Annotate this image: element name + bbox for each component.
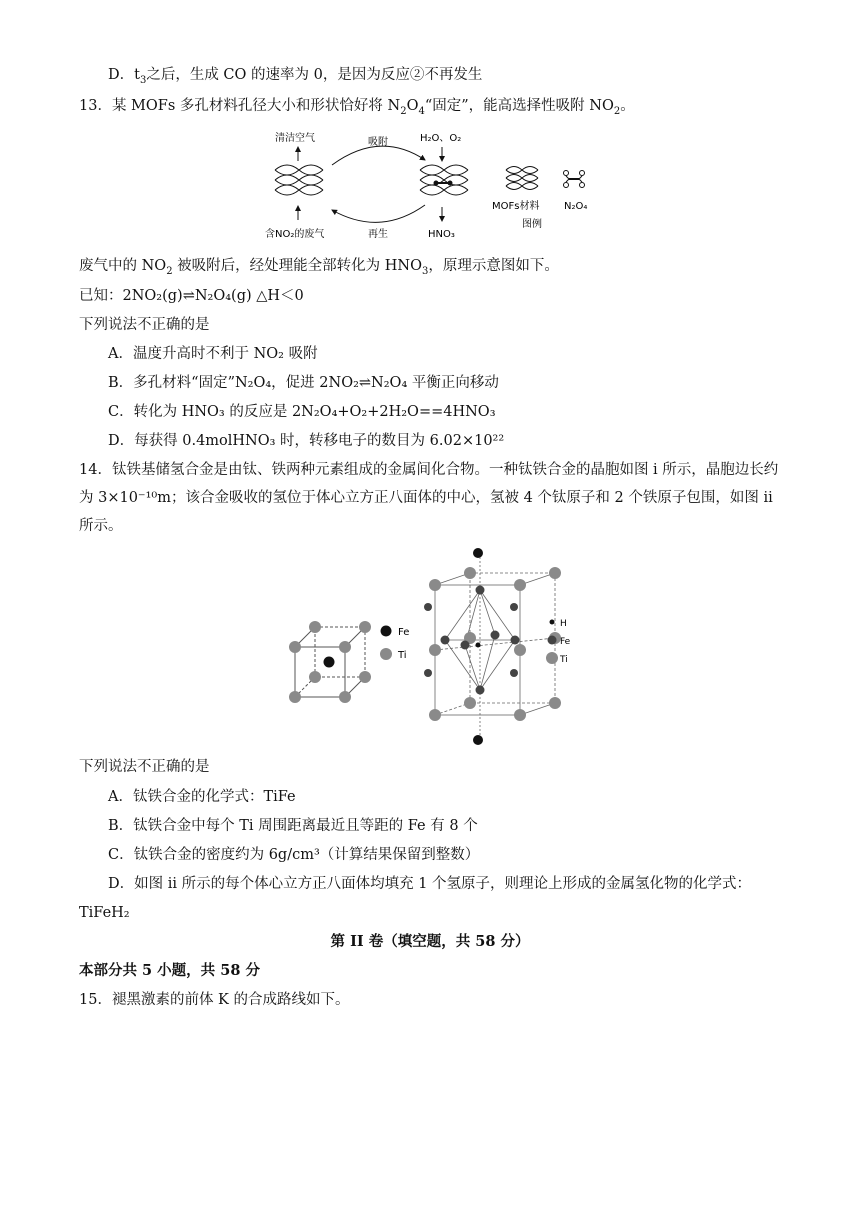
legend-h-dot — [550, 620, 555, 625]
legend-ti-label: Ti — [398, 650, 407, 661]
legend-fe2-label: Fe — [560, 637, 571, 647]
cell-i-fe-atom — [324, 657, 335, 668]
mof-adsorption-diagram — [260, 125, 600, 245]
legend-mof-icon — [506, 167, 538, 190]
label-h2o-o2: H₂O、O₂ — [420, 133, 462, 144]
q14-option-d-line2: TiFeH₂ — [79, 905, 130, 921]
legend-fe-label: Fe — [398, 627, 410, 638]
label-hno3: HNO₃ — [428, 229, 455, 240]
q14-option-b: B．钛铁合金中每个 Ti 周围距离最近且等距的 Fe 有 8 个 — [108, 818, 478, 834]
legend-ti2-label: Ti — [560, 655, 568, 665]
q13-option-c: C．转化为 HNO₃ 的反应是 2N₂O₄+O₂+2H₂O==4HNO₃ — [108, 404, 496, 420]
q13-stem: 13．某 MOFs 多孔材料孔径大小和形状恰好将 $N_2O_4“$固定”，能高选择性吸附 $NO_2$。 — [79, 98, 635, 117]
legend-fe-dot — [381, 626, 392, 637]
mof-material-left — [275, 165, 323, 195]
label-adsorb: 吸附 — [368, 137, 388, 148]
legend-ti-dot — [380, 648, 392, 660]
legend-n2o4-icon — [564, 171, 585, 188]
label-clean-air: 清洁空气 — [275, 133, 315, 144]
q13-ask: 下列说法不正确的是 — [79, 317, 210, 333]
legend-fe2-dot — [548, 636, 557, 645]
legend-h-label: H — [560, 619, 567, 629]
section-title: 第 II 卷（填空题，共 58 分） — [330, 933, 530, 950]
label-waste-gas: 含NO₂的废气 — [265, 229, 325, 240]
q13-option-d: D．每获得 0.4molHNO₃ 时，转移电子的数目为 6.02×10²² — [108, 433, 505, 449]
q13-waste-desc: 废气中的 $NO_2$ 被吸附后，经处理能全部转化为 $HNO_3$，原理示意图如下。 — [79, 258, 559, 277]
mof-material-right — [420, 165, 468, 195]
q14-option-d-line1: D．如图 ii 所示的每个体心立方正八面体均填充 1 个氢原子，则理论上形成的金属氢化物的化学式： — [108, 876, 752, 892]
q13-option-a: A．温度升高时不利于 NO₂ 吸附 — [108, 346, 318, 362]
q13-known: 已知：2NO₂(g)⇌N₂O₄(g) △H＜0 — [79, 288, 304, 304]
q14-option-c: C．钛铁合金的密度约为 6g/cm³（计算结果保留到整数） — [108, 847, 480, 863]
cell-ii — [435, 553, 555, 740]
q14-option-a: A．钛铁合金的化学式：TiFe — [108, 789, 296, 805]
legend-n2o4-label: N₂O₄ — [564, 201, 588, 212]
q15-stem: 15．褪黑激素的前体 K 的合成路线如下。 — [79, 992, 350, 1008]
q12-option-d: D．$t_3$之后，生成 CO 的速率为 0，是因为反应②不再发生 — [108, 67, 483, 86]
tife-unit-cell-diagram — [280, 545, 590, 750]
cell-ii-h-atoms — [473, 548, 483, 745]
legend-mof-label: MOFs材料 — [492, 201, 540, 212]
label-regenerate: 再生 — [368, 229, 388, 240]
legend-title: 图例 — [522, 219, 542, 230]
section-note: 本部分共 5 小题，共 58 分 — [79, 962, 260, 979]
q13-option-b: B．多孔材料“固定”N₂O₄，促进 2NO₂⇌N₂O₄ 平衡正向移动 — [108, 375, 499, 391]
q14-stem: 14．钛铁基储氢合金是由钛、铁两种元素组成的金属间化合物。一种钛铁合金的晶胞如图 i 所示，晶胞边长约为 3×10⁻¹⁰m；该合金吸收的氢位于体心立方正八面体的中心，氢被 4 个钛原子和 2 个铁原子包围，如图 ii 所示。 — [79, 462, 779, 534]
q14-ask: 下列说法不正确的是 — [79, 759, 210, 775]
legend-ti2-dot — [546, 652, 558, 664]
